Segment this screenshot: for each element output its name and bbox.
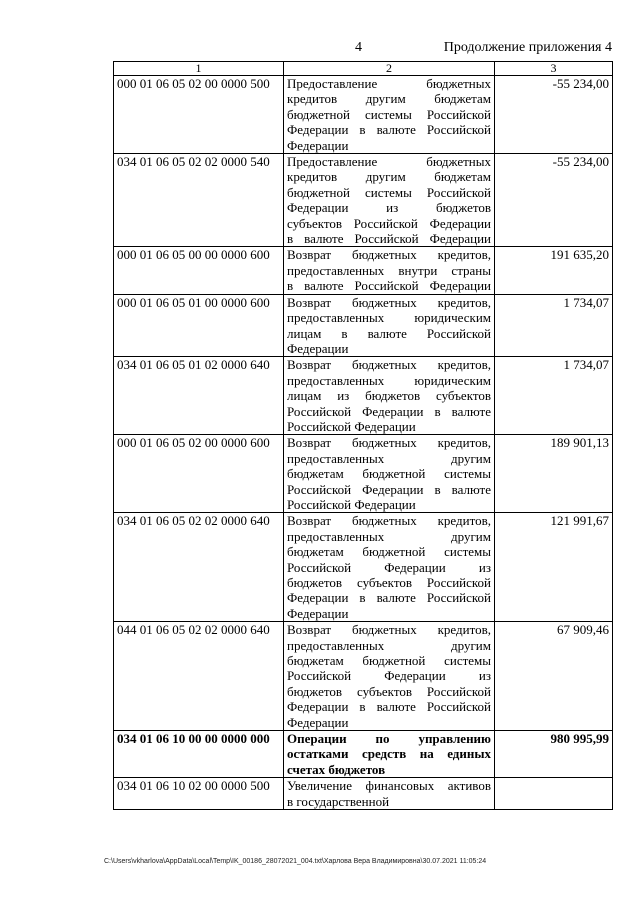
budget-code: 034 01 06 05 02 02 0000 640 — [114, 513, 284, 622]
amount — [495, 778, 613, 810]
description — [284, 154, 495, 247]
description-line: кредитов другим бюджетам — [287, 91, 491, 107]
table-row — [114, 435, 613, 513]
description-line: Федерации в валюте Российской — [287, 699, 491, 715]
amount: 121 991,67 — [495, 513, 613, 622]
amount: -55 234,00 — [495, 154, 613, 247]
description — [284, 778, 495, 810]
amount: 67 909,46 — [495, 622, 613, 731]
budget-code: 034 01 06 10 00 00 0000 000 — [114, 731, 284, 778]
description-line: Федерации в валюте Российской — [287, 590, 491, 606]
table-row — [114, 622, 613, 731]
description-line: Российской Федерации — [287, 418, 416, 434]
description-line: в государственной — [287, 793, 390, 809]
description-line: бюджетной системы Российской — [287, 106, 491, 122]
description-line: предоставленных юридическим — [287, 310, 491, 326]
table-row — [114, 76, 613, 154]
description-line: Российской Федерации в валюте — [287, 403, 491, 419]
amount: 1 734,07 — [495, 357, 613, 435]
description-line: Федерации — [287, 605, 349, 621]
budget-code: 000 01 06 05 02 00 0000 500 — [114, 76, 284, 154]
description-line: Возврат бюджетных кредитов, — [287, 294, 491, 310]
description-line: в валюте Российской Федерации — [287, 231, 491, 247]
continuation-label: Продолжение приложения 4 — [443, 40, 612, 55]
description-line: лицам в валюте Российской — [287, 325, 491, 341]
description-line: Российской Федерации из — [287, 559, 491, 575]
description-line: счетах бюджетов — [287, 761, 386, 777]
description — [284, 731, 495, 778]
amount: 189 901,13 — [495, 435, 613, 513]
description-line: предоставленных другим — [287, 528, 491, 544]
amount: -55 234,00 — [495, 76, 613, 154]
table-row — [114, 247, 613, 294]
budget-code: 034 01 06 05 01 02 0000 640 — [114, 357, 284, 435]
description-line: субъектов Российской Федерации — [287, 215, 491, 231]
description-line: Возврат бюджетных кредитов, — [287, 247, 491, 263]
description — [284, 294, 495, 357]
description — [284, 435, 495, 513]
description-line: Увеличение финансовых активов — [287, 778, 491, 794]
description-line: предоставленных внутри страны — [287, 262, 491, 278]
description — [284, 513, 495, 622]
table-row — [114, 294, 613, 357]
description-line: предоставленных юридическим — [287, 372, 491, 388]
description-line: предоставленных другим — [287, 637, 491, 653]
description-line: Федерации — [287, 137, 349, 153]
table-row — [114, 731, 613, 778]
table-row — [114, 778, 613, 810]
description — [284, 247, 495, 294]
description-line: кредитов другим бюджетам — [287, 169, 491, 185]
description-line: Федерации в валюте Российской — [287, 122, 491, 138]
budget-code: 000 01 06 05 00 00 0000 600 — [114, 247, 284, 294]
budget-code: 034 01 06 05 02 02 0000 540 — [114, 154, 284, 247]
amount: 1 734,07 — [495, 294, 613, 357]
description-line: Российской Федерации из — [287, 668, 491, 684]
table-body — [114, 76, 613, 810]
description-line: лицам из бюджетов субъектов — [287, 388, 491, 404]
description-line: Предоставление бюджетных — [287, 76, 491, 91]
description — [284, 357, 495, 435]
description-line: бюджетов субъектов Российской — [287, 575, 491, 590]
description-line: Федерации — [287, 340, 349, 356]
description-line: Возврат бюджетных кредитов, — [287, 513, 491, 529]
column-number-row — [114, 62, 613, 76]
description-line: Российской Федерации в валюте — [287, 481, 491, 497]
description-line: бюджетам бюджетной системы — [287, 466, 491, 482]
description-line: Федерации из бюджетов — [287, 200, 491, 216]
description-line: Российской Федерации — [287, 496, 416, 512]
description-line: Возврат бюджетных кредитов, — [287, 357, 491, 373]
description-line: Возврат бюджетных кредитов, — [287, 622, 491, 638]
budget-table — [113, 61, 613, 810]
description-line: предоставленных другим — [287, 450, 491, 466]
description-line: остатками средств на единых — [287, 746, 491, 762]
file-path-footer: C:\Users\vkharlova\AppData\Local\Temp\IK_00186_28072021_004.txt\Харлова Вера Владимировна\30.07.2021 11:05:24 — [104, 858, 487, 865]
budget-code: 000 01 06 05 01 00 0000 600 — [114, 294, 284, 357]
table-row — [114, 513, 613, 622]
description-line: Операции по управлению — [287, 731, 491, 747]
column-number-3: 3 — [495, 62, 613, 76]
description — [284, 622, 495, 731]
amount: 980 995,99 — [495, 731, 613, 778]
table-row — [114, 357, 613, 435]
description-line: в валюте Российской Федерации — [287, 278, 491, 294]
column-number-1: 1 — [114, 62, 284, 76]
description-line: Предоставление бюджетных — [287, 154, 491, 170]
column-number-2: 2 — [284, 62, 495, 76]
description-line: бюджетам бюджетной системы — [287, 653, 491, 669]
description-line: бюджетов субъектов Российской — [287, 683, 491, 699]
description-line: бюджетам бюджетной системы — [287, 544, 491, 560]
page-number: 4 — [355, 40, 362, 55]
description-line: Федерации — [287, 714, 349, 730]
description-line: Возврат бюджетных кредитов, — [287, 435, 491, 451]
budget-code: 034 01 06 10 02 00 0000 500 — [114, 778, 284, 810]
amount: 191 635,20 — [495, 247, 613, 294]
description-line: бюджетной системы Российской — [287, 184, 491, 200]
budget-code: 044 01 06 05 02 02 0000 640 — [114, 622, 284, 731]
table-row — [114, 154, 613, 247]
budget-code: 000 01 06 05 02 00 0000 600 — [114, 435, 284, 513]
description — [284, 76, 495, 154]
